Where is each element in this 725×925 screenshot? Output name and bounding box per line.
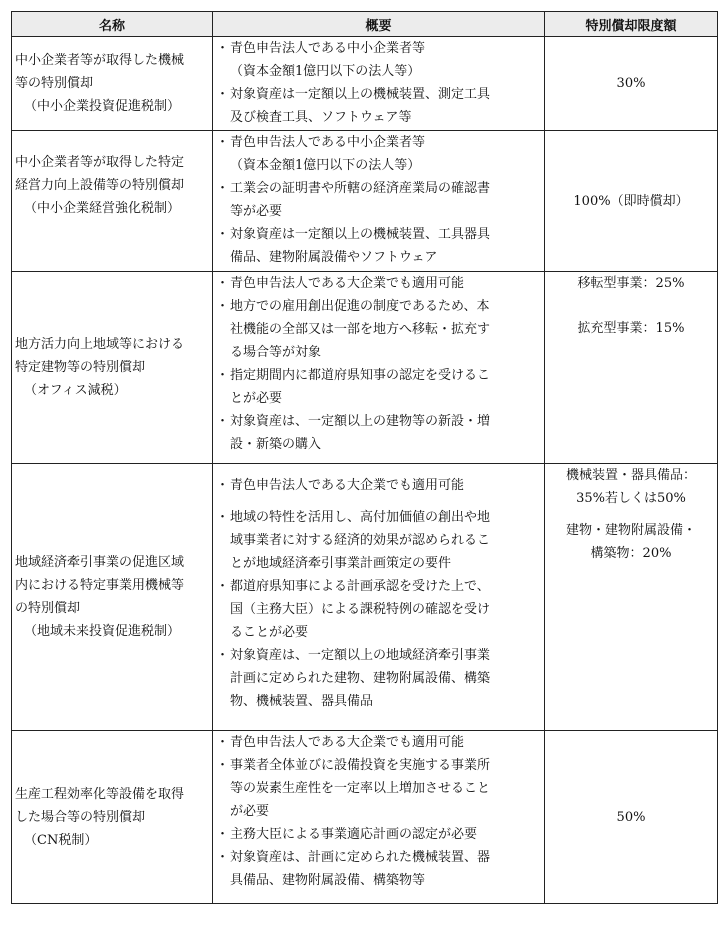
bullet-line: ・ 事業者全体並びに設備投資を実施する事業所 bbox=[230, 758, 491, 773]
row-name-cell bbox=[12, 731, 213, 904]
header-summary: 概要 bbox=[213, 12, 545, 37]
row-name-cell bbox=[12, 37, 213, 131]
bullet-line: 備品、建物附属設備やソフトウェア bbox=[230, 250, 438, 265]
bullet-line: 設・新築の購入 bbox=[230, 437, 322, 452]
row-name-line: 中小企業者等が取得した特定 bbox=[15, 155, 185, 170]
bullet-line: ・ 対象資産は、計画に定められた機械装置、器 bbox=[230, 850, 491, 865]
bullet-line: ・ 青色申告法人である中小企業者等 bbox=[230, 41, 426, 56]
bullet-line: ・ 工業会の証明書や所轄の経済産業局の確認書 bbox=[230, 181, 491, 196]
bullet-line: ・ 青色申告法人である大企業でも適用可能 bbox=[230, 478, 465, 493]
summary-bullet bbox=[217, 295, 538, 364]
row-limit-cell bbox=[545, 37, 718, 131]
row-name-line: 内における特定事業用機械等 bbox=[15, 578, 185, 593]
summary-bullet bbox=[217, 474, 538, 497]
bullet-line: ・ 青色申告法人である中小企業者等 bbox=[230, 135, 426, 150]
summary-bullet bbox=[217, 846, 538, 892]
header-limit: 特別償却限度額 bbox=[545, 12, 718, 37]
bullet-line: とが必要 bbox=[230, 391, 283, 406]
summary-bullet bbox=[217, 644, 538, 713]
bullet-line: が必要 bbox=[230, 804, 270, 819]
table-row bbox=[12, 464, 718, 731]
bullet-line: 具備品、建物附属設備、構築物等 bbox=[230, 873, 426, 888]
limit-value: 拡充型事業：15% bbox=[577, 321, 685, 336]
limit-value: 機械装置・器具備品： bbox=[565, 468, 696, 483]
limit-value: 移転型事業：25% bbox=[577, 276, 685, 291]
bullet-line: 物、機械装置、器具備品 bbox=[230, 694, 374, 709]
bullet-line: 域事業者に対する経済的効果が認められるこ bbox=[230, 533, 491, 548]
row-name-line: した場合等の特別償却 bbox=[15, 809, 146, 825]
bullet-line: ・ 指定期間内に都道府県知事の認定を受けるこ bbox=[230, 368, 491, 383]
row-name-subtitle: （中小企業経営強化税制） bbox=[24, 201, 181, 216]
bullet-line: ・ 対象資産は一定額以上の機械装置、測定工具 bbox=[230, 87, 491, 102]
table-row bbox=[12, 37, 718, 131]
row-name-line: 生産工程効率化等設備を取得 bbox=[15, 786, 185, 802]
bullet-line: ・ 青色申告法人である大企業でも適用可能 bbox=[230, 735, 465, 750]
row-limit-cell bbox=[545, 272, 718, 464]
summary-bullet bbox=[217, 223, 538, 269]
limit-value: 50% bbox=[616, 809, 646, 825]
row-limit-cell bbox=[545, 131, 718, 272]
row-summary-cell bbox=[213, 131, 545, 272]
row-name-cell bbox=[12, 272, 213, 464]
bullet-line: （資本金額1億円以下の法人等） bbox=[230, 64, 421, 79]
row-name-line: 中小企業者等が取得した機械 bbox=[15, 53, 185, 68]
bullet-line: ・ 青色申告法人である大企業でも適用可能 bbox=[230, 276, 465, 291]
table-row bbox=[12, 731, 718, 904]
bullet-line: ・ 都道府県知事による計画承認を受けた上で、 bbox=[230, 579, 490, 594]
row-name-line: 特定建物等の特別償却 bbox=[15, 360, 146, 375]
bullet-line: る場合等が対象 bbox=[230, 345, 322, 360]
limit-value: 構築物：20% bbox=[590, 546, 672, 561]
bullet-line: 国（主務大臣）による課税特例の確認を受け bbox=[230, 602, 491, 617]
summary-bullet bbox=[217, 823, 538, 846]
bullet-line: ・ 対象資産は一定額以上の機械装置、工具器具 bbox=[230, 227, 491, 242]
bullet-line: ることが必要 bbox=[230, 625, 309, 640]
bullet-line: ・ 対象資産は、一定額以上の地域経済牽引事業 bbox=[230, 648, 491, 663]
bullet-line: 社機能の全部又は一部を地方へ移転・拡充す bbox=[230, 322, 491, 337]
bullet-line: （資本金額1億円以下の法人等） bbox=[230, 158, 421, 173]
bullet-line: 等が必要 bbox=[230, 204, 283, 219]
summary-bullet bbox=[217, 272, 538, 295]
summary-bullet bbox=[217, 410, 538, 456]
limit-value: 建物・建物附属設備・ bbox=[565, 523, 696, 538]
bullet-line: ・ 地域の特性を活用し、高付加価値の創出や地 bbox=[230, 510, 491, 525]
bullet-line: ・ 地方での雇用創出促進の制度であるため、本 bbox=[230, 299, 490, 314]
row-name-line: 地方活力向上地域等における bbox=[15, 337, 185, 352]
row-name-cell bbox=[12, 131, 213, 272]
summary-bullet bbox=[217, 37, 538, 83]
row-limit-cell bbox=[545, 464, 718, 731]
summary-bullet bbox=[217, 364, 538, 410]
limit-value: 30% bbox=[616, 76, 646, 91]
summary-bullet bbox=[217, 83, 538, 129]
summary-bullet bbox=[217, 131, 538, 177]
row-name-subtitle: （中小企業投資促進税制） bbox=[24, 99, 181, 114]
bullet-line: とが地域経済牽引事業計画策定の要件 bbox=[230, 556, 452, 571]
row-summary-cell bbox=[213, 272, 545, 464]
bullet-line: ・ 対象資産は、一定額以上の建物等の新設・増 bbox=[230, 414, 491, 429]
header-row bbox=[12, 12, 718, 37]
row-name-subtitle: （CN税制） bbox=[24, 832, 98, 848]
summary-bullet bbox=[217, 754, 538, 823]
summary-bullet bbox=[217, 731, 538, 754]
bullet-line: ・ 主務大臣による事業適応計画の認定が必要 bbox=[230, 827, 478, 842]
limit-value: 35%若しくは50% bbox=[576, 491, 686, 506]
row-name-line: の特別償却 bbox=[15, 601, 81, 616]
row-limit-cell bbox=[545, 731, 718, 904]
row-name-line: 経営力向上設備等の特別償却 bbox=[15, 178, 185, 193]
tax-incentive-table bbox=[11, 11, 718, 904]
bullet-line: 等の炭素生産性を一定率以上増加させること bbox=[230, 781, 491, 796]
table-row bbox=[12, 131, 718, 272]
header-name: 名称 bbox=[12, 12, 213, 37]
row-name-subtitle: （地域未来投資促進税制） bbox=[24, 624, 181, 639]
row-summary-cell bbox=[213, 464, 545, 731]
bullet-line: 及び検査工具、ソフトウェア等 bbox=[230, 110, 412, 125]
row-summary-cell bbox=[213, 37, 545, 131]
row-name-line: 地域経済牽引事業の促進区域 bbox=[15, 555, 185, 570]
summary-bullet bbox=[217, 177, 538, 223]
row-name-subtitle: （オフィス減税） bbox=[24, 383, 127, 398]
row-summary-cell bbox=[213, 731, 545, 904]
table-row bbox=[12, 272, 718, 464]
bullet-line: 計画に定められた建物、建物附属設備、構築 bbox=[230, 671, 491, 686]
row-name-line: 等の特別償却 bbox=[15, 76, 94, 91]
limit-value: 100%（即時償却） bbox=[573, 193, 689, 209]
row-name-cell bbox=[12, 464, 213, 731]
summary-bullet bbox=[217, 506, 538, 575]
summary-bullet bbox=[217, 575, 538, 644]
